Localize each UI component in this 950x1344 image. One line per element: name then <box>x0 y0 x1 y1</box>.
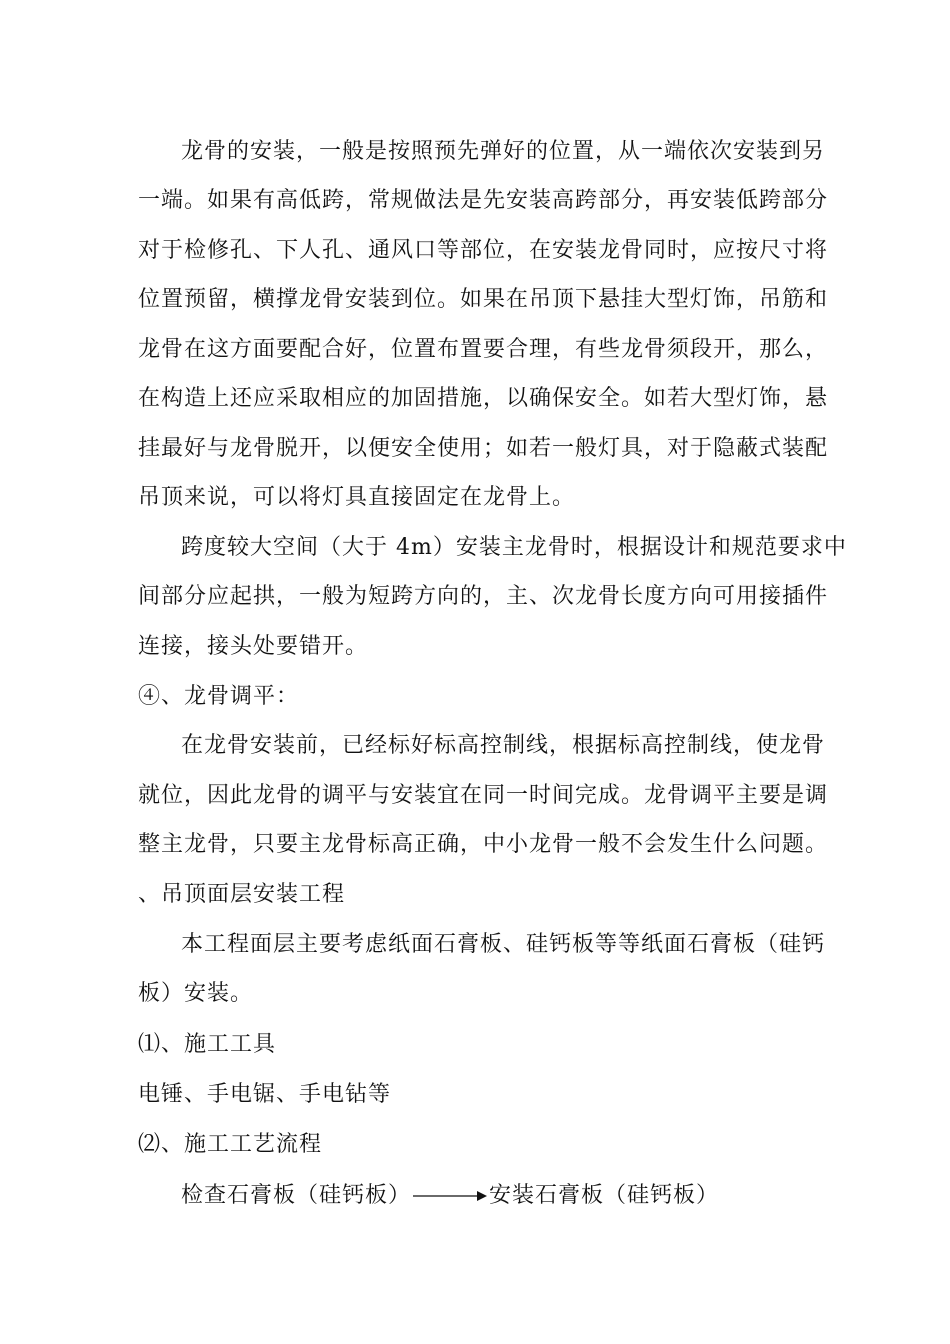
paragraph-line: 吊顶来说，可以将灯具直接固定在龙骨上。 <box>138 485 576 510</box>
paragraph-line: 在构造上还应采取相应的加固措施，以确保安全。如若大型灯饰，悬 <box>138 386 829 411</box>
paragraph-line: 连接，接头处要错开。 <box>138 634 369 659</box>
paragraph-line: 跨度较大空间（大于 4m）安装主龙骨时，根据设计和规范要求中 <box>181 535 847 560</box>
flow-step: 检查石膏板（硅钙板） <box>181 1183 412 1208</box>
flow-step: 安装石膏板（硅钙板） <box>489 1183 720 1208</box>
paragraph-line: 电锤、手电锯、手电钻等 <box>138 1082 392 1107</box>
paragraph-line: 挂最好与龙骨脱开，以便安全使用；如若一般灯具，对于隐蔽式装配 <box>138 436 829 461</box>
section-heading: 、吊顶面层安装工程 <box>138 882 346 907</box>
paragraph-line: 龙骨在这方面要配合好，位置布置要合理，有些龙骨须段开，那么， <box>138 337 829 362</box>
process-flow <box>181 1181 719 1211</box>
section-heading: ⑴、施工工具 <box>138 1032 277 1057</box>
section-heading: ⑵、施工工艺流程 <box>138 1132 323 1157</box>
paragraph-line: 整主龙骨，只要主龙骨标高正确，中小龙骨一般不会发生什么问题。 <box>138 832 829 857</box>
paragraph-line: 位置预留，横撑龙骨安装到位。如果在吊顶下悬挂大型灯饰，吊筋和 <box>138 287 829 312</box>
paragraph-line: 龙骨的安装，一般是按照预先弹好的位置，从一端依次安装到另 <box>181 139 826 164</box>
paragraph-line: 间部分应起拱，一般为短跨方向的，主、次龙骨长度方向可用接插件 <box>138 584 829 609</box>
paragraph-line: 板）安装。 <box>138 981 254 1006</box>
section-heading: ④、龙骨调平： <box>138 684 300 709</box>
paragraph-line: 在龙骨安装前，已经标好标高控制线，根据标高控制线，使龙骨 <box>181 733 826 758</box>
paragraph-line: 本工程面层主要考虑纸面石膏板、硅钙板等等纸面石膏板（硅钙 <box>181 932 826 957</box>
paragraph-line: 一端。如果有高低跨，常规做法是先安装高跨部分，再安装低跨部分 <box>138 188 829 213</box>
paragraph-line: 对于检修孔、下人孔、通风口等部位，在安装龙骨同时，应按尺寸将 <box>138 238 829 263</box>
arrow-right-icon <box>413 1189 487 1203</box>
paragraph-line: 就位，因此龙骨的调平与安装宜在同一时间完成。龙骨调平主要是调 <box>138 783 829 808</box>
